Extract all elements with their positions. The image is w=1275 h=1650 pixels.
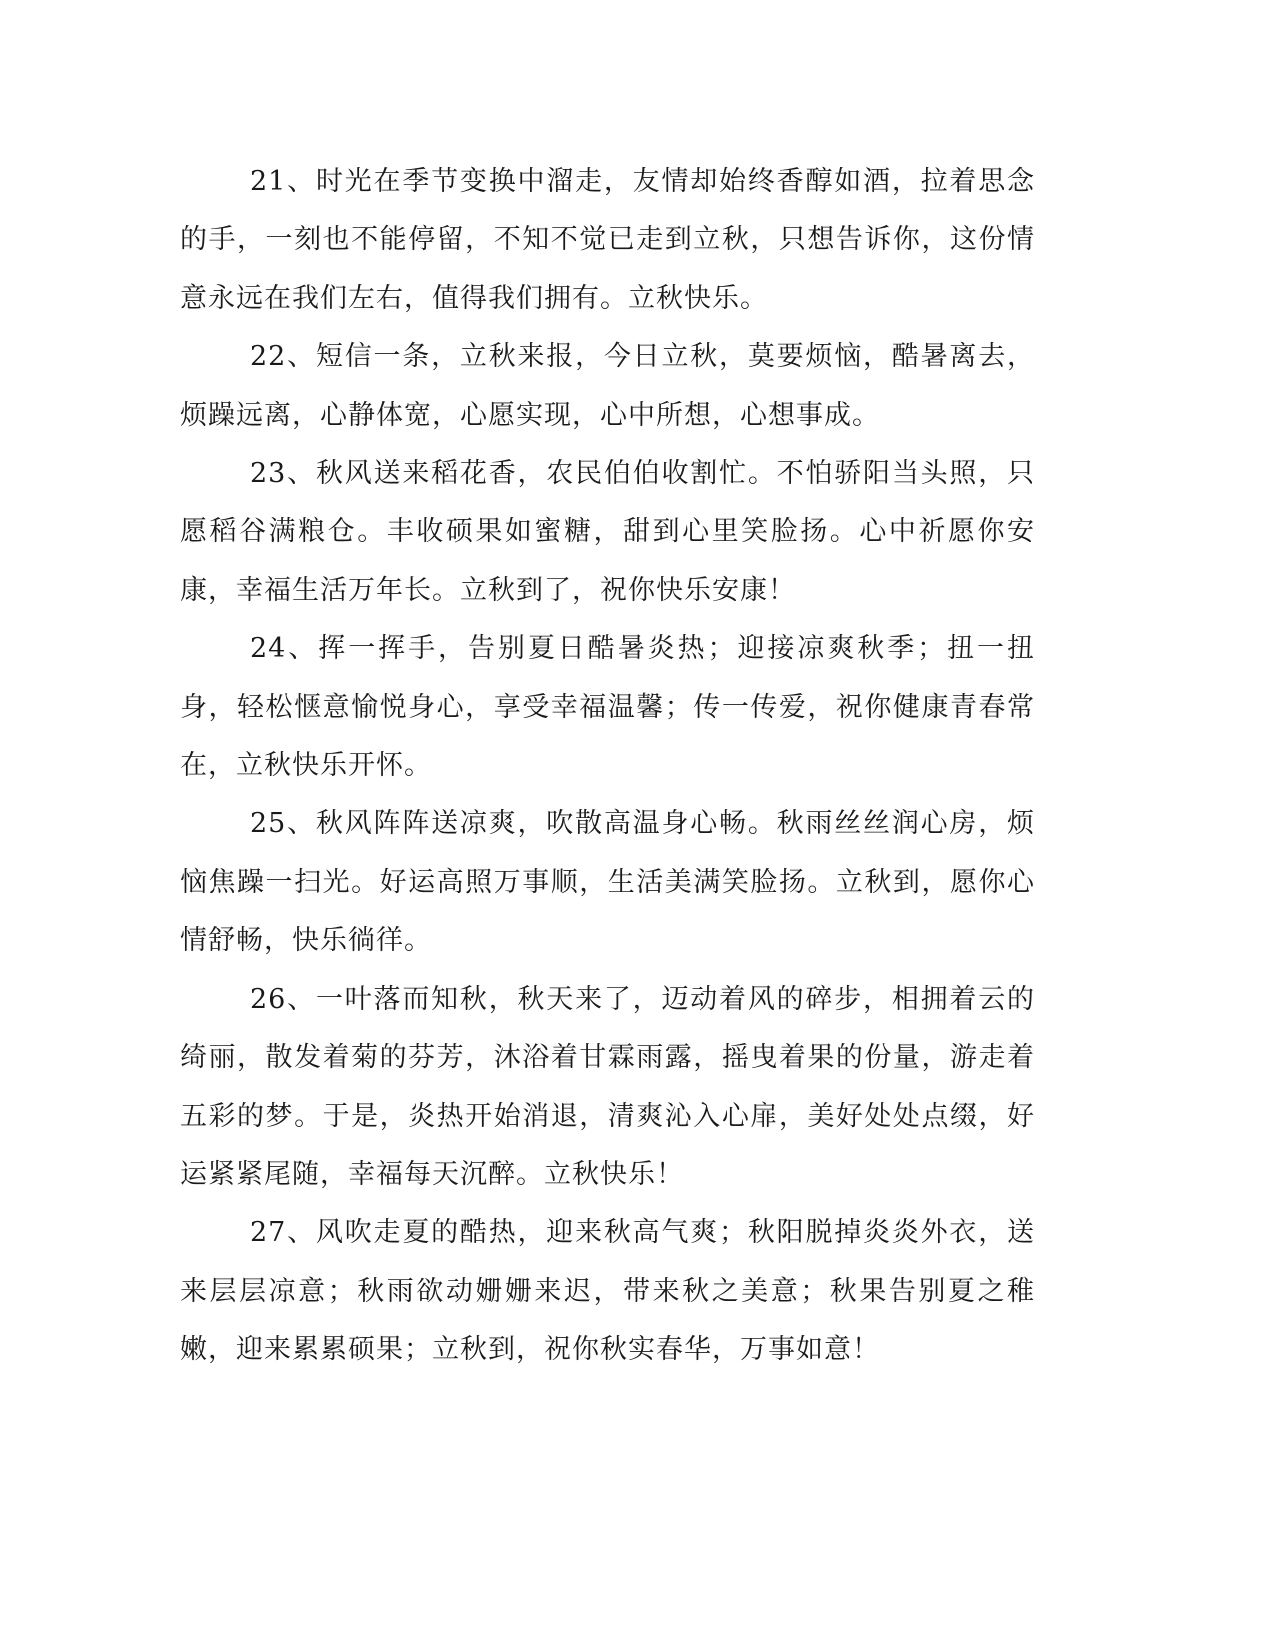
paragraph-27: 27、风吹走夏的酷热，迎来秋高气爽；秋阳脱掉炎炎外衣，送来层层凉意；秋雨欲动姗姗来迟，带来秋之美意；秋果告别夏之稚嫩，迎来累累硕果；立秋到，祝你秋实春华，万事如意！ — [180, 1217, 1035, 1366]
paragraph-22: 22、短信一条，立秋来报，今日立秋，莫要烦恼，酷暑离去，烦躁远离，心静体宽，心愿实现，心中所想，心想事成。 — [180, 341, 1035, 431]
paragraph-24: 24、挥一挥手，告别夏日酷暑炎热；迎接凉爽秋季；扭一扭身，轻松惬意愉悦身心，享受幸福温馨；传一传爱，祝你健康青春常在，立秋快乐开怀。 — [180, 633, 1035, 782]
document-body — [180, 153, 1035, 1380]
paragraph-21: 21、时光在季节变换中溜走，友情却始终香醇如酒，拉着思念的手，一刻也不能停留，不知不觉已走到立秋，只想告诉你，这份情意永远在我们左右，值得我们拥有。立秋快乐。 — [180, 166, 1035, 314]
paragraph-25: 25、秋风阵阵送凉爽，吹散高温身心畅。秋雨丝丝润心房，烦恼焦躁一扫光。好运高照万事顺，生活美满笑脸扬。立秋到，愿你心情舒畅，快乐徜徉。 — [180, 808, 1035, 957]
paragraph-23: 23、秋风送来稻花香，农民伯伯收割忙。不怕骄阳当头照，只愿稻谷满粮仓。丰收硕果如蜜糖，甜到心里笑脸扬。心中祈愿你安康，幸福生活万年长。立秋到了，祝你快乐安康！ — [180, 458, 1035, 606]
paragraph-26: 26、一叶落而知秋，秋天来了，迈动着风的碎步，相拥着云的绮丽，散发着菊的芬芳，沐浴着甘霖雨露，摇曳着果的份量，游走着五彩的梦。于是，炎热开始消退，清爽沁入心扉，美好处处点缀，好运紧紧尾随，幸福每天沉醉。立秋快乐！ — [180, 983, 1035, 1190]
